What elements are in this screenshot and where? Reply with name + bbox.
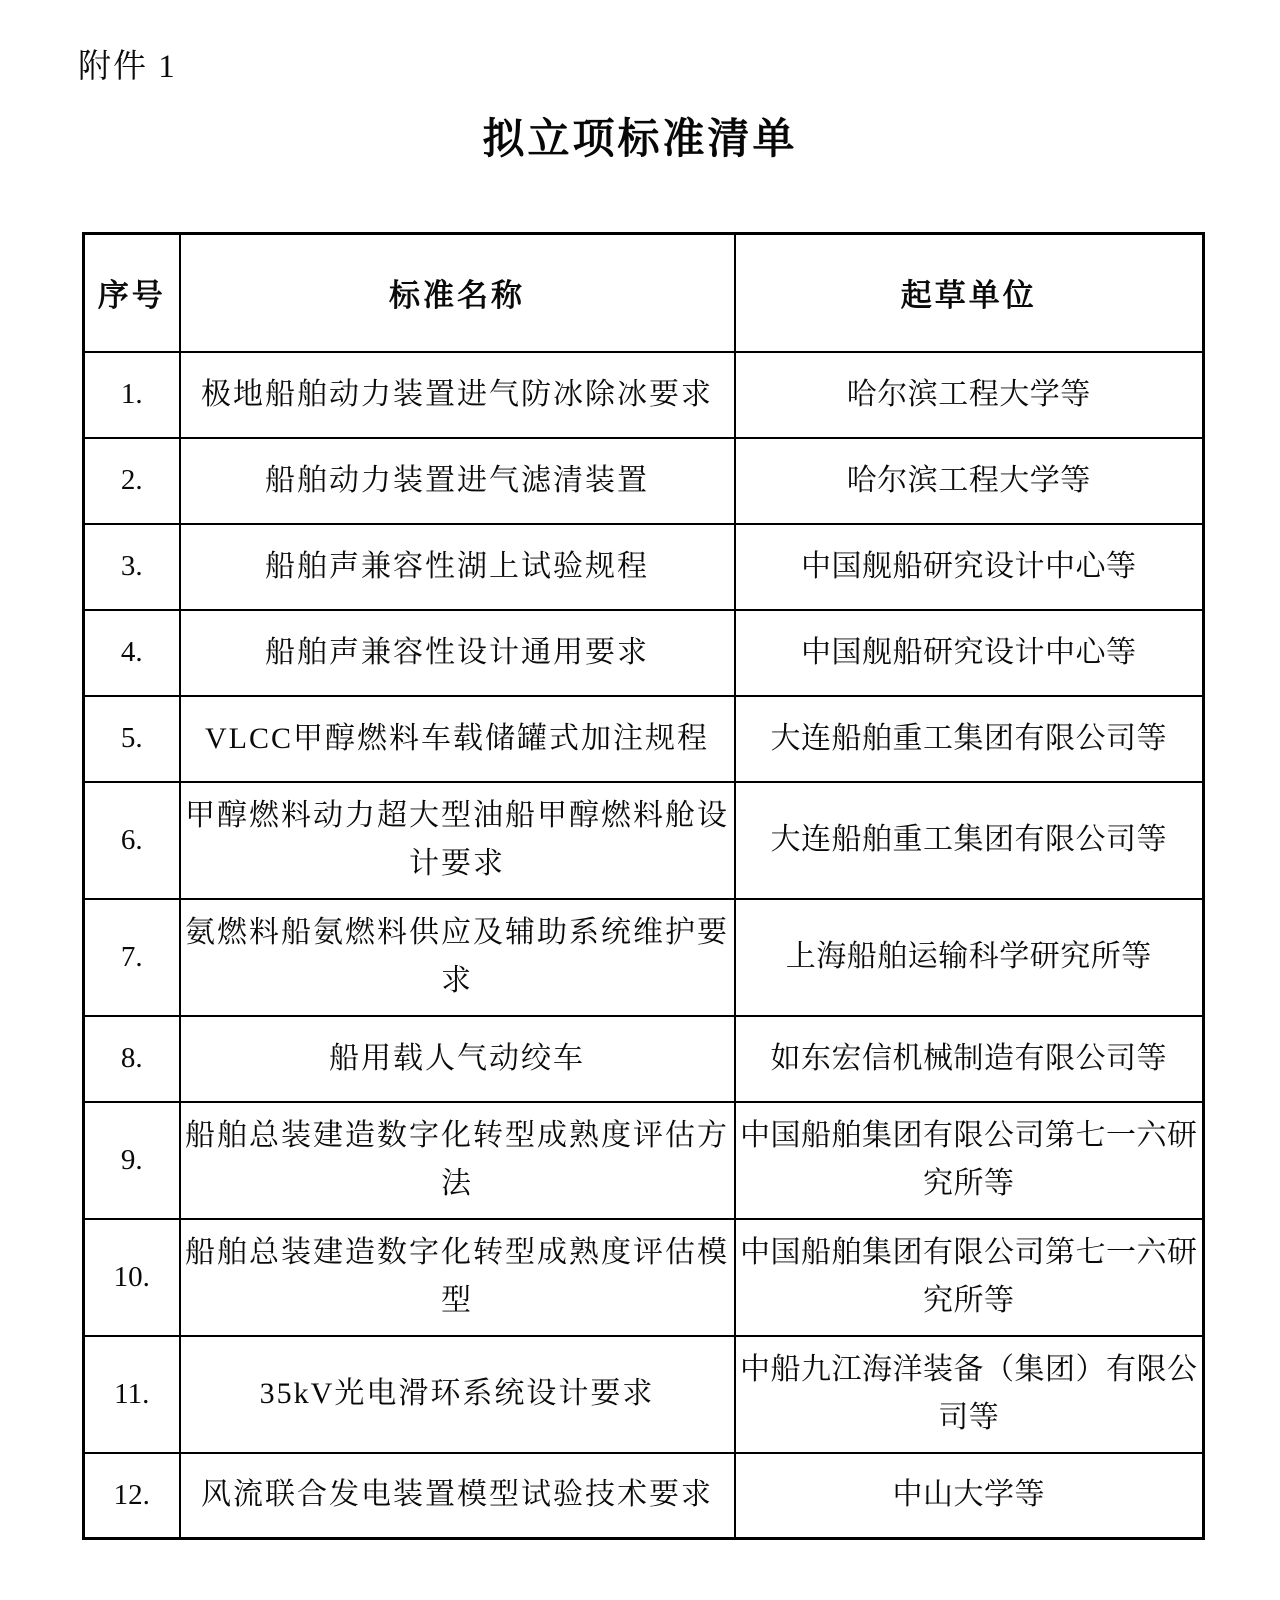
drafting-unit: 大连船舶重工集团有限公司等 xyxy=(735,782,1204,899)
drafting-unit: 中国船舶集团有限公司第七一六研究所等 xyxy=(735,1102,1204,1219)
standard-name: 船舶动力装置进气滤清装置 xyxy=(180,438,735,524)
standard-name: 极地船舶动力装置进气防冰除冰要求 xyxy=(180,352,735,438)
table-row xyxy=(84,1219,1204,1336)
table-row xyxy=(84,1336,1204,1453)
drafting-unit: 哈尔滨工程大学等 xyxy=(735,438,1204,524)
row-number: 9. xyxy=(84,1102,180,1219)
drafting-unit: 中船九江海洋装备（集团）有限公司等 xyxy=(735,1336,1204,1453)
drafting-unit: 中山大学等 xyxy=(735,1453,1204,1539)
table-header-row xyxy=(84,234,1204,352)
table-row xyxy=(84,1016,1204,1102)
row-number: 4. xyxy=(84,610,180,696)
drafting-unit: 上海船舶运输科学研究所等 xyxy=(735,899,1204,1016)
standard-name: 船舶声兼容性湖上试验规程 xyxy=(180,524,735,610)
row-number: 1. xyxy=(84,352,180,438)
table-row xyxy=(84,696,1204,782)
standard-name: 船用载人气动绞车 xyxy=(180,1016,735,1102)
standards-table xyxy=(82,232,1205,1540)
column-header-unit: 起草单位 xyxy=(735,234,1204,352)
row-number: 2. xyxy=(84,438,180,524)
standard-name: 氨燃料船氨燃料供应及辅助系统维护要求 xyxy=(180,899,735,1016)
standard-name: VLCC甲醇燃料车载储罐式加注规程 xyxy=(180,696,735,782)
drafting-unit: 大连船舶重工集团有限公司等 xyxy=(735,696,1204,782)
table-row xyxy=(84,899,1204,1016)
drafting-unit: 中国船舶集团有限公司第七一六研究所等 xyxy=(735,1219,1204,1336)
table-row xyxy=(84,438,1204,524)
row-number: 8. xyxy=(84,1016,180,1102)
drafting-unit: 哈尔滨工程大学等 xyxy=(735,352,1204,438)
standard-name: 船舶总装建造数字化转型成熟度评估方法 xyxy=(180,1102,735,1219)
drafting-unit: 如东宏信机械制造有限公司等 xyxy=(735,1016,1204,1102)
row-number: 3. xyxy=(84,524,180,610)
row-number: 12. xyxy=(84,1453,180,1539)
column-header-no: 序号 xyxy=(84,234,180,352)
standard-name: 船舶总装建造数字化转型成熟度评估模型 xyxy=(180,1219,735,1336)
table-row xyxy=(84,524,1204,610)
table-row xyxy=(84,782,1204,899)
standard-name: 风流联合发电装置模型试验技术要求 xyxy=(180,1453,735,1539)
row-number: 6. xyxy=(84,782,180,899)
table-row xyxy=(84,1102,1204,1219)
drafting-unit: 中国舰船研究设计中心等 xyxy=(735,524,1204,610)
table-row xyxy=(84,610,1204,696)
row-number: 7. xyxy=(84,899,180,1016)
row-number: 10. xyxy=(84,1219,180,1336)
row-number: 5. xyxy=(84,696,180,782)
standard-name: 甲醇燃料动力超大型油船甲醇燃料舱设计要求 xyxy=(180,782,735,899)
attachment-label: 附件 1 xyxy=(78,49,177,85)
page-title: 拟立项标准清单 xyxy=(482,115,798,162)
table-row xyxy=(84,352,1204,438)
row-number: 11. xyxy=(84,1336,180,1453)
standard-name: 船舶声兼容性设计通用要求 xyxy=(180,610,735,696)
drafting-unit: 中国舰船研究设计中心等 xyxy=(735,610,1204,696)
standard-name: 35kV光电滑环系统设计要求 xyxy=(180,1336,735,1453)
table-row xyxy=(84,1453,1204,1539)
column-header-name: 标准名称 xyxy=(180,234,735,352)
